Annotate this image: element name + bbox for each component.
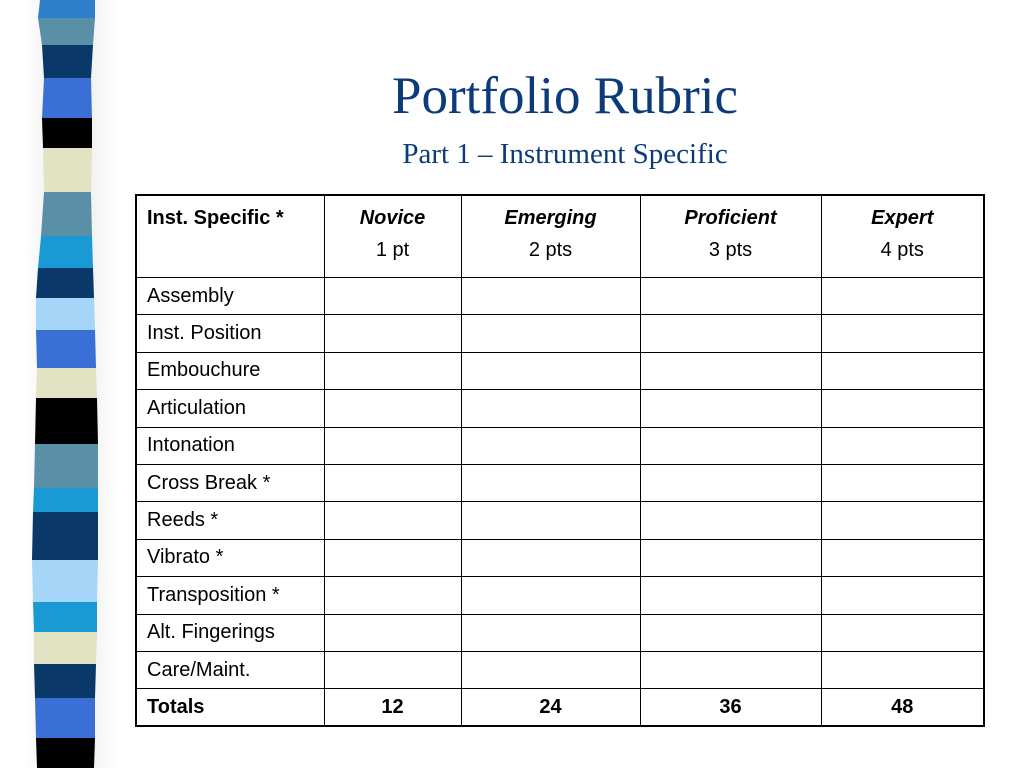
level-name: Novice [359,207,426,229]
level-points: 3 pts [708,239,753,261]
table-row [136,614,984,651]
level-points: 4 pts [880,239,924,261]
totals-row [136,689,984,727]
score-cell [324,651,461,688]
bar-segment [32,560,98,602]
score-cell [821,577,984,614]
score-cell [821,614,984,651]
rubric-table [135,194,985,727]
bar-segment [42,118,92,148]
bar-segment [36,298,95,330]
table-row [136,464,984,501]
score-cell [821,651,984,688]
score-cell [640,502,821,539]
level-header-novice [324,195,461,278]
level-name: Proficient [684,207,777,229]
score-cell [640,390,821,427]
slide-subtitle: Part 1 – Instrument Specific [402,138,728,170]
table-row [136,502,984,539]
header-row [136,195,984,278]
score-cell [461,464,640,501]
table-row [136,390,984,427]
bar-segment [41,192,92,236]
table-row [136,352,984,389]
score-cell [461,278,640,315]
bar-segment [36,368,97,398]
score-cell [461,427,640,464]
level-points: 2 pts [528,239,573,261]
score-cell [640,614,821,651]
total-value: 24 [461,689,640,727]
score-cell [821,539,984,576]
total-value: 48 [821,689,984,727]
score-cell [821,390,984,427]
score-cell [324,577,461,614]
level-header-proficient [640,195,821,278]
score-cell [640,464,821,501]
score-cell [461,502,640,539]
criterion-label: Articulation [136,390,324,427]
score-cell [324,352,461,389]
score-cell [324,614,461,651]
table-row [136,427,984,464]
bar-segment [34,444,98,488]
decorative-bar [0,0,130,768]
score-cell [821,315,984,352]
totals-label: Totals [136,689,324,727]
slide-title: Portfolio Rubric [392,67,738,125]
level-name: Expert [871,207,934,229]
criterion-label: Reeds * [136,502,324,539]
bar-segment [32,512,98,560]
score-cell [324,315,461,352]
level-points: 1 pt [375,239,410,261]
bar-segment [33,488,98,512]
criterion-label: Embouchure [136,352,324,389]
table-row [136,315,984,352]
score-cell [640,539,821,576]
bar-segment [34,664,96,698]
criterion-label: Transposition * [136,577,324,614]
bar-segment [38,236,93,268]
score-cell [461,539,640,576]
criterion-label: Care/Maint. [136,651,324,688]
bar-segment [38,18,95,45]
score-cell [640,427,821,464]
table-row [136,539,984,576]
score-cell [324,427,461,464]
score-cell [640,651,821,688]
bar-segment [33,602,97,632]
score-cell [324,278,461,315]
score-cell [640,278,821,315]
total-value: 36 [640,689,821,727]
bar-segment [42,78,92,118]
criterion-label: Inst. Position [136,315,324,352]
bar-segment [43,148,92,192]
score-cell [461,614,640,651]
score-cell [461,352,640,389]
level-header-emerging [461,195,640,278]
score-cell [821,352,984,389]
bar-segment [36,330,96,368]
score-cell [821,278,984,315]
bar-segment [42,45,93,78]
score-cell [461,315,640,352]
score-cell [324,390,461,427]
table-row [136,278,984,315]
table-row [136,577,984,614]
score-cell [640,352,821,389]
criterion-label: Alt. Fingerings [136,614,324,651]
bar-segment [34,632,97,664]
score-cell [324,539,461,576]
score-cell [324,464,461,501]
level-name: Emerging [504,207,597,229]
score-cell [640,315,821,352]
table-row [136,651,984,688]
score-cell [461,651,640,688]
bar-segment [38,0,95,18]
bar-segment [35,398,98,444]
level-header-expert [821,195,984,278]
corner-header: Inst. Specific * [136,195,324,278]
score-cell [821,427,984,464]
score-cell [821,502,984,539]
bar-segment [36,268,94,298]
score-cell [461,390,640,427]
total-value: 12 [324,689,461,727]
score-cell [324,502,461,539]
score-cell [821,464,984,501]
bar-segment [36,738,95,768]
score-cell [461,577,640,614]
criterion-label: Assembly [136,278,324,315]
criterion-label: Vibrato * [136,539,324,576]
criterion-label: Intonation [136,427,324,464]
bar-segment [35,698,95,738]
score-cell [640,577,821,614]
criterion-label: Cross Break * [136,464,324,501]
